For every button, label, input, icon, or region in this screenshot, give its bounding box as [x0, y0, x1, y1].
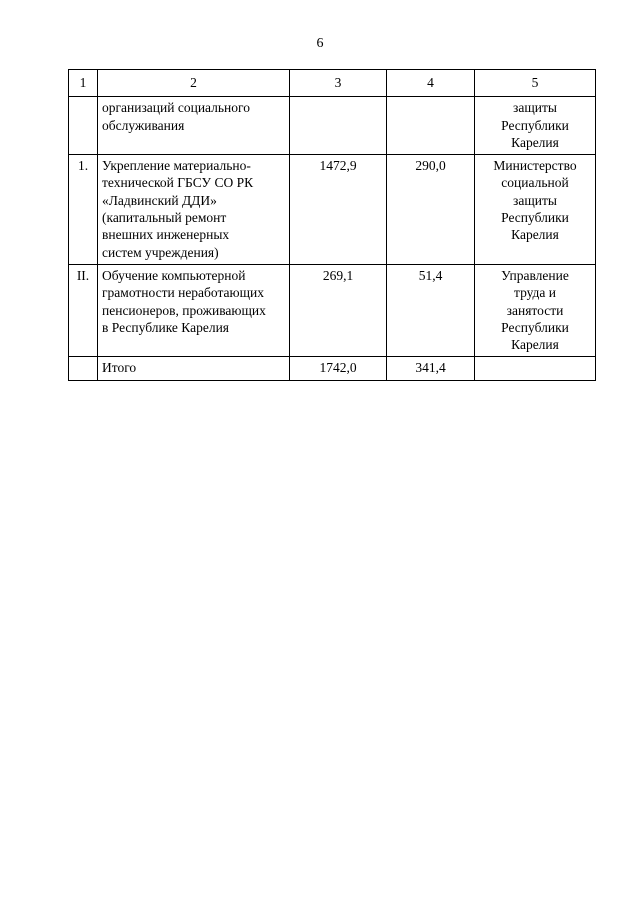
amount-col3-cell: 1472,9 — [290, 155, 387, 265]
amount-col4-cell: 51,4 — [387, 264, 475, 356]
table-header-row — [69, 70, 596, 97]
budget-table — [68, 69, 596, 381]
total-col4-cell: 341,4 — [387, 357, 475, 380]
responsible-cell: Управление труда и занятости Республики Карелия — [475, 264, 596, 356]
row-number-cell: 1. — [69, 155, 98, 265]
header-cell-3: 3 — [290, 70, 387, 97]
page-number: 6 — [316, 36, 324, 51]
row-number-cell — [69, 97, 98, 155]
total-col3-cell: 1742,0 — [290, 357, 387, 380]
table-row — [69, 155, 596, 265]
table-row — [69, 264, 596, 356]
responsible-cell: защиты Республики Карелия — [475, 97, 596, 155]
row-number-cell: II. — [69, 264, 98, 356]
amount-col4-cell — [387, 97, 475, 155]
table-row — [69, 97, 596, 155]
header-cell-1: 1 — [69, 70, 98, 97]
amount-col4-cell: 290,0 — [387, 155, 475, 265]
total-row — [69, 357, 596, 380]
amount-col3-cell — [290, 97, 387, 155]
amount-col3-cell: 269,1 — [290, 264, 387, 356]
responsible-cell: Министерство социальной защиты Республики Карелия — [475, 155, 596, 265]
activity-name-cell: организаций социального обслуживания — [98, 97, 290, 155]
activity-name-cell: Обучение компьютерной грамотности неработающих пенсионеров, проживающих в Республике Карелия — [98, 264, 290, 356]
responsible-cell — [475, 357, 596, 380]
header-cell-4: 4 — [387, 70, 475, 97]
total-label-cell: Итого — [98, 357, 290, 380]
row-number-cell — [69, 357, 98, 380]
header-cell-2: 2 — [98, 70, 290, 97]
activity-name-cell: Укрепление материально- технической ГБСУ СО РК «Ладвинский ДДИ» (капитальный ремонт внешних инженерных систем учреждения) — [98, 155, 290, 265]
header-cell-5: 5 — [475, 70, 596, 97]
